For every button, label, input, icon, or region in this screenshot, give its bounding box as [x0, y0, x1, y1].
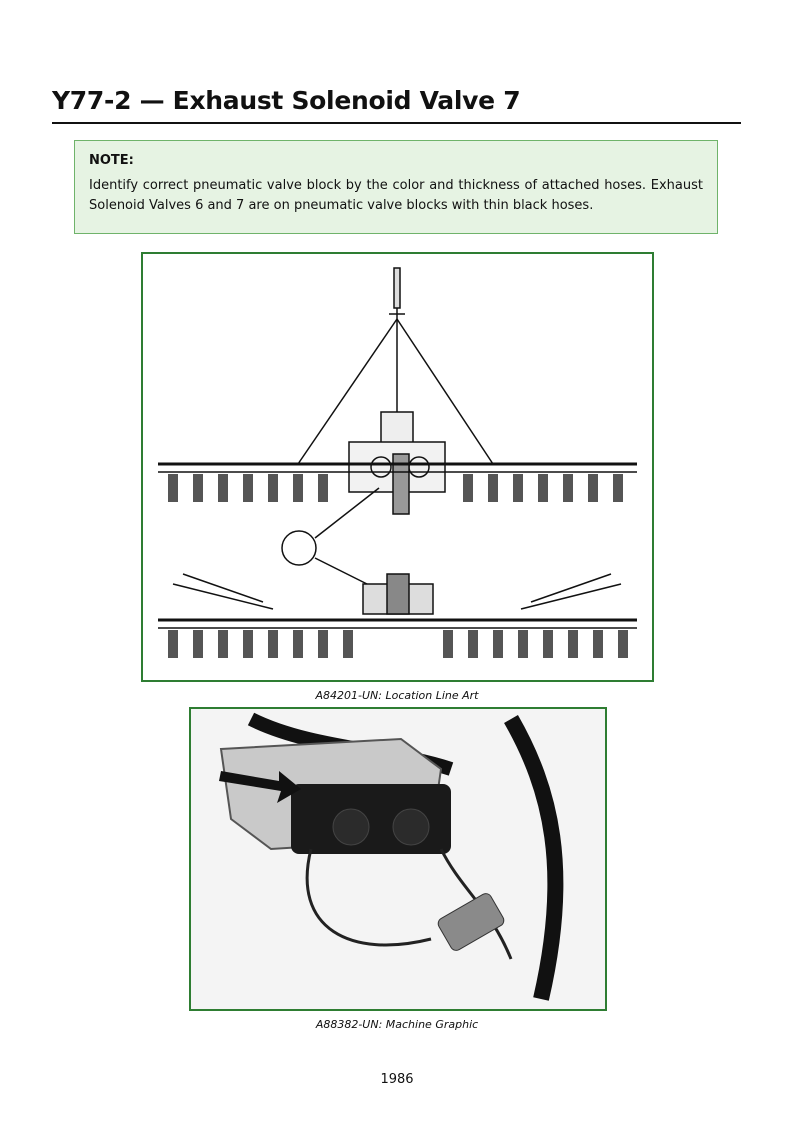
valve-block-photo — [191, 709, 605, 1009]
figure-caption-line-art: A84201-UN: Location Line Art — [315, 689, 479, 702]
page-title: Y77-2 — Exhaust Solenoid Valve 7 — [52, 86, 521, 115]
figure-caption-machine-graphic: A88382-UN: Machine Graphic — [315, 1018, 479, 1031]
planter-line-art — [143, 254, 652, 680]
machine-graphic-figure — [189, 707, 607, 1011]
title-divider — [52, 122, 741, 124]
note-heading: NOTE: — [89, 153, 134, 168]
location-line-art-figure — [141, 252, 654, 682]
note-box — [74, 140, 718, 234]
note-text: Identify correct pneumatic valve block by the color and thickness of attached hoses. Exhaust Solenoid Valves 6 and 7 are on pneumatic valve blocks with thin black hoses. — [89, 178, 703, 213]
page-number: 1986 — [380, 1072, 414, 1087]
